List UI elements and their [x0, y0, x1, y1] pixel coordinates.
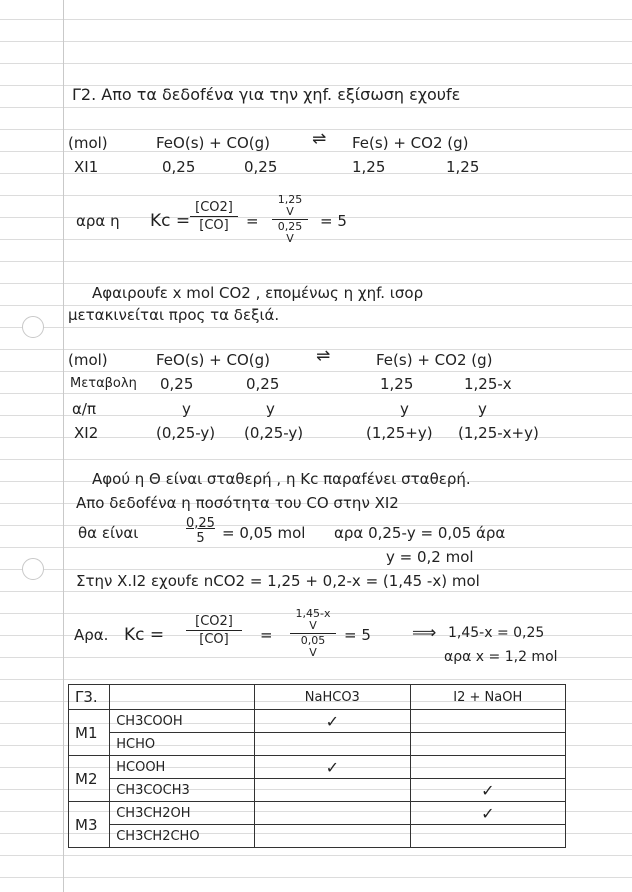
eq1-value: 0,25	[244, 158, 278, 176]
para2-line2: Απο δεδοfένα η ποσότητα του CO στην XI2	[76, 494, 399, 512]
compound-cell: CH3CH2OH	[110, 802, 255, 825]
table-row	[69, 802, 566, 825]
kc2-numerator: [CO2]	[195, 614, 233, 629]
compound-cell: HCOOH	[110, 756, 255, 779]
eq2-value: 0,25	[246, 375, 280, 393]
eq2-mol-label: (mol)	[68, 351, 108, 369]
kc1-equals: =	[246, 212, 259, 230]
check-cell-iodoform: ✓	[410, 779, 565, 802]
check-cell-nahco3: ✓	[255, 710, 410, 733]
kc1-value-numerator: 1,25	[277, 193, 303, 206]
table-row	[69, 825, 566, 848]
binder-hole-1	[22, 316, 44, 338]
implies-arrow-icon: ⟹	[412, 623, 437, 643]
kc2-denominator: [CO]	[199, 632, 229, 647]
header-empty	[110, 685, 255, 710]
eq2-value: (0,25-y)	[244, 424, 304, 442]
check-cell-iodoform: ✓	[410, 802, 565, 825]
kc2-prefix: Αρα.	[74, 626, 109, 644]
check-cell-nahco3	[255, 802, 410, 825]
check-cell-nahco3: ✓	[255, 756, 410, 779]
eq2-value: 0,25	[160, 375, 194, 393]
table-row	[69, 733, 566, 756]
compound-cell: CH3COCH3	[110, 779, 255, 802]
para2-line3-prefix: θα είναι	[78, 524, 139, 542]
eq1-reactants: FeO(s) + CO(g)	[156, 134, 270, 152]
eq1-mol-label: (mol)	[68, 134, 108, 152]
margin-line	[63, 0, 64, 892]
equilibrium-arrow-icon: ⇌	[312, 129, 327, 149]
eq2-row-label: α/π	[72, 400, 96, 418]
para2-line3-right: αρα 0,25-y = 0,05 άρα	[334, 524, 506, 542]
check-cell-nahco3	[255, 825, 410, 848]
eq2-value: y	[182, 400, 191, 418]
eq2-value: y	[478, 400, 487, 418]
header-nahco3: NaHCO3	[255, 685, 410, 710]
equilibrium-arrow-icon: ⇌	[316, 346, 331, 366]
kc1-symbol: Kc =	[150, 211, 191, 231]
table-row	[69, 710, 566, 733]
kc1-prefix: αρα η	[76, 212, 120, 230]
para2-line5: Στην X.I2 εχουfε nCO2 = 1,25 + 0,2-x = (1,45 -x) mol	[76, 572, 480, 590]
eq2-value: (1,25-x+y)	[458, 424, 539, 442]
check-cell-nahco3	[255, 733, 410, 756]
eq2-value: (1,25+y)	[366, 424, 433, 442]
eq1-value: 1,25	[352, 158, 386, 176]
eq2-value: (0,25-y)	[156, 424, 216, 442]
table-row	[69, 756, 566, 779]
check-cell-iodoform	[410, 756, 565, 779]
check-cell-iodoform	[410, 825, 565, 848]
para1-line2: μετακινείται προς τα δεξιά.	[68, 306, 280, 324]
section-g2-title: Γ2. Απο τα δεδοfένα για την χηf. εξίσωση εχουfε	[72, 85, 461, 104]
table-header-row	[69, 685, 566, 710]
para1-line1: Αφαιρουfε x mol CO2 , επομένως η χηf. ισορ	[92, 284, 424, 302]
eq2-products: Fe(s) + CO2 (g)	[376, 351, 493, 369]
eq2-row-label: Μεταβολη	[70, 376, 137, 391]
para2-fraction: $\frac{0,25}{5}$	[186, 516, 215, 546]
eq2-row-label: XI2	[74, 424, 99, 442]
kc2-value-numerator: 1,45-x	[295, 607, 331, 620]
kc1-value-denominator: 0,25	[277, 220, 303, 233]
kc2-symbol: Kc =	[124, 625, 165, 645]
table-row	[69, 779, 566, 802]
para2-line1: Αφού η Θ είναι σταθερή , η Kc παραfένει σταθερή.	[92, 470, 471, 488]
kc2-result: = 5	[344, 626, 371, 644]
kc2-rhs: 1,45-x = 0,25	[448, 625, 545, 641]
eq2-value: y	[400, 400, 409, 418]
mixture-label: M2	[69, 756, 110, 802]
kc2-fraction	[186, 614, 242, 647]
eq1-products: Fe(s) + CO2 (g)	[352, 134, 469, 152]
para2-line3-mid: = 0,05 mol	[222, 524, 306, 542]
eq2-reactants: FeO(s) + CO(g)	[156, 351, 270, 369]
eq2-value: 1,25-x	[464, 375, 512, 393]
eq2-value: y	[266, 400, 275, 418]
compound-cell: CH3COOH	[110, 710, 255, 733]
eq1-value: 0,25	[162, 158, 196, 176]
kc2-value-fraction: 1,45-x V 0,05 V	[290, 608, 336, 659]
mixture-label: M3	[69, 802, 110, 848]
kc1-value-fraction: 1,25 V 0,25 V	[272, 194, 308, 245]
kc1-fraction	[190, 200, 238, 233]
kc1-numerator: [CO2]	[195, 200, 233, 215]
section-g3-label: Γ3.	[69, 685, 110, 710]
binder-hole-2	[22, 558, 44, 580]
check-cell-iodoform	[410, 710, 565, 733]
compound-cell: CH3CH2CHO	[110, 825, 255, 848]
kc2-equals: =	[260, 626, 273, 644]
compound-cell: HCHO	[110, 733, 255, 756]
kc1-denominator: [CO]	[199, 218, 229, 233]
header-iodoform: I2 + NaOH	[410, 685, 565, 710]
kc1-result: = 5	[320, 212, 347, 230]
eq1-value: 1,25	[446, 158, 480, 176]
para2-line4: y = 0,2 mol	[386, 548, 474, 566]
kc2-final: αρα x = 1,2 mol	[444, 649, 558, 665]
kc2-value-denominator: 0,05	[300, 634, 326, 647]
eq1-row-label: XI1	[74, 158, 99, 176]
g3-table	[68, 684, 566, 848]
check-cell-iodoform	[410, 733, 565, 756]
mixture-label: M1	[69, 710, 110, 756]
check-cell-nahco3	[255, 779, 410, 802]
eq2-value: 1,25	[380, 375, 414, 393]
